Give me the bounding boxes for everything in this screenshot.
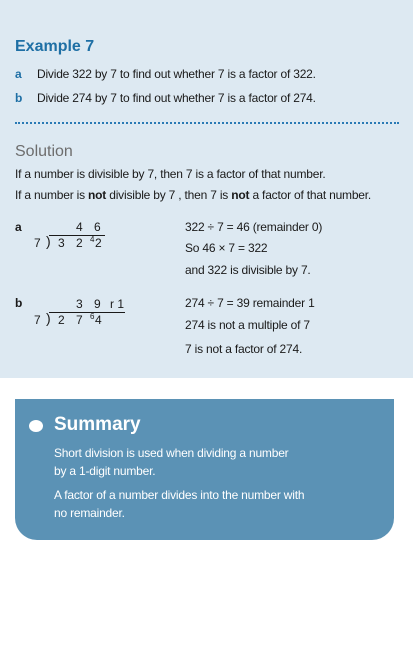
division-bracket: ) xyxy=(46,233,51,249)
example-title: Example 7 xyxy=(15,38,95,55)
rule-divisible: If a number is divisible by 7, then 7 is a factor of that number. xyxy=(15,167,326,181)
question-b xyxy=(15,91,316,105)
quotient-digit: 4 xyxy=(76,220,83,234)
dividend-digit: 2 xyxy=(76,236,83,250)
question-b-letter: b xyxy=(15,91,23,105)
summary-bullet-icon xyxy=(29,420,43,432)
dividend-digit: 3 xyxy=(58,236,65,250)
solution-title: Solution xyxy=(15,143,73,160)
summary-line-4: no remainder. xyxy=(54,506,125,520)
divisor: 7 xyxy=(34,313,41,327)
rule-text-1: If a number is xyxy=(15,188,89,202)
question-a-letter: a xyxy=(15,67,22,81)
quotient-remainder: r 1 xyxy=(110,297,125,311)
question-a xyxy=(15,67,316,81)
dividend-digit: 2 xyxy=(95,236,102,250)
rule-not-divisible xyxy=(15,188,371,202)
rule-text-2: divisible by 7 , then 7 is xyxy=(106,188,232,202)
quotient-digit: 6 xyxy=(94,220,101,234)
division-bracket: ) xyxy=(46,310,51,326)
rule-bold-not-1: not xyxy=(88,188,107,202)
summary-title: Summary xyxy=(54,414,141,435)
rule-text-3: a factor of that number. xyxy=(249,188,372,202)
dividend-digit: 4 xyxy=(95,313,102,327)
quotient-digit: 9 xyxy=(94,297,101,311)
summary-line-3: A factor of a number divides into the number with xyxy=(54,488,305,502)
question-a-text: Divide 322 by 7 to find out whether 7 is a factor of 322. xyxy=(37,67,316,81)
dividend-digit: 2 xyxy=(58,313,65,327)
divisor: 7 xyxy=(34,236,41,250)
dotted-divider xyxy=(15,122,399,124)
rule-bold-not-2: not xyxy=(231,188,250,202)
part-b-line-2: 274 is not a multiple of 7 xyxy=(185,318,310,332)
quotient-digit: 3 xyxy=(76,297,83,311)
dividend-digit: 7 xyxy=(76,313,83,327)
carry-digit: 4 xyxy=(90,235,95,244)
summary-line-1: Short division is used when dividing a number xyxy=(54,446,289,460)
part-b-line-1: 274 ÷ 7 = 39 remainder 1 xyxy=(185,296,315,310)
carry-digit: 6 xyxy=(90,312,95,321)
part-a-letter: a xyxy=(15,220,22,234)
summary-box xyxy=(15,399,394,540)
part-a-line-2: So 46 × 7 = 322 xyxy=(185,241,268,255)
part-a-line-3: and 322 is divisible by 7. xyxy=(185,263,311,277)
part-a-line-1: 322 ÷ 7 = 46 (remainder 0) xyxy=(185,220,323,234)
part-b-letter: b xyxy=(15,296,23,310)
part-b-line-3: 7 is not a factor of 274. xyxy=(185,342,303,356)
summary-line-2: by a 1-digit number. xyxy=(54,464,156,478)
question-b-text: Divide 274 by 7 to find out whether 7 is a factor of 274. xyxy=(37,91,316,105)
